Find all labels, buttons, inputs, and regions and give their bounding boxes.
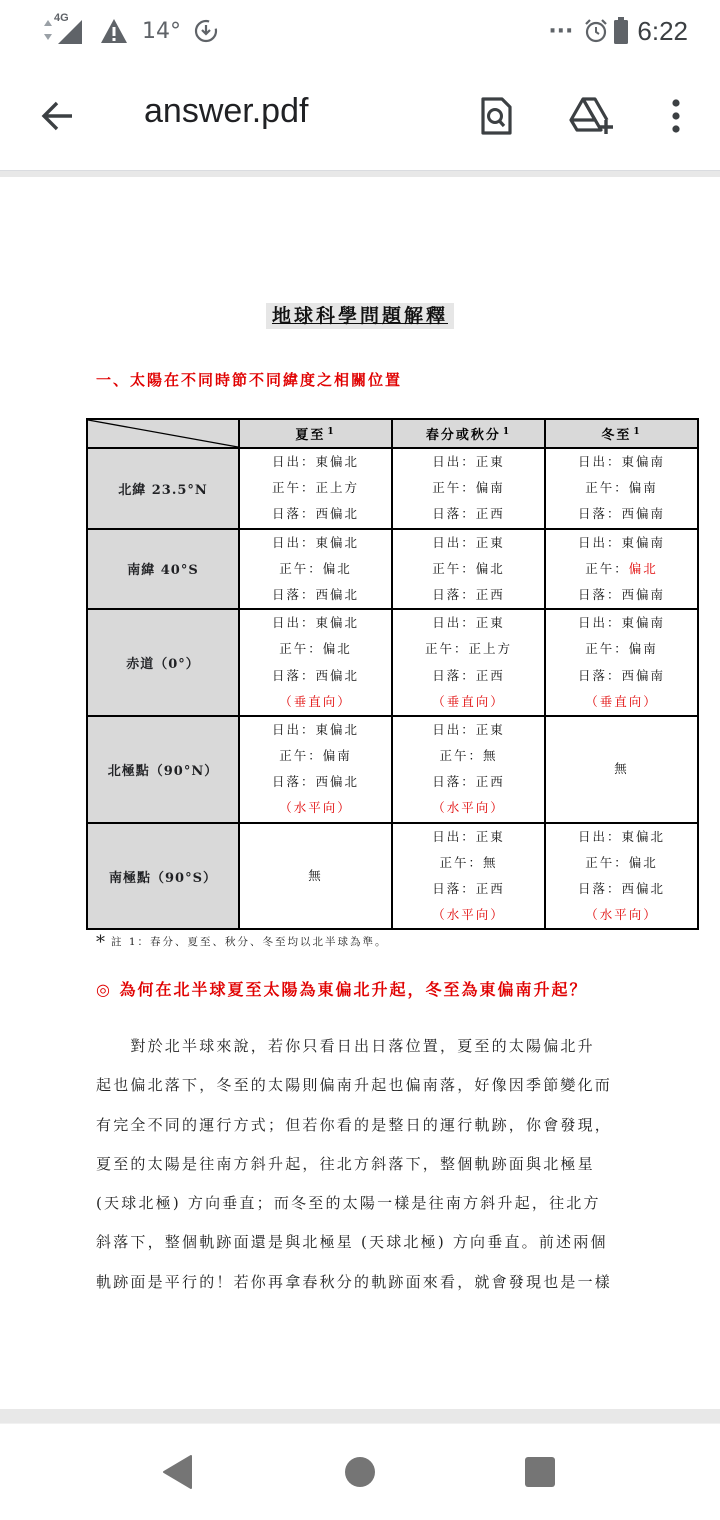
paragraph-line: 起也偏北落下，冬至的太陽則偏南升起也偏南落，好像因季節變化而 bbox=[96, 1076, 613, 1095]
battery-icon bbox=[613, 17, 629, 45]
cell-line: 正午：無 bbox=[439, 854, 498, 870]
highlighted-value: 偏北 bbox=[628, 560, 658, 576]
paragraph-line: 夏至的太陽是往南方斜升起，往北方斜落下，整個軌跡面與北極星 bbox=[96, 1154, 595, 1173]
column-header-label: 冬至 bbox=[601, 428, 632, 443]
cell-line: 正午：偏北 bbox=[432, 560, 505, 576]
warning-icon bbox=[100, 18, 128, 44]
table-row bbox=[87, 823, 698, 930]
cell-line: 日出：正東 bbox=[432, 534, 505, 550]
cell-note: （水平向） bbox=[432, 907, 505, 923]
cell-line-prefix: 正午： bbox=[585, 560, 629, 576]
table-row bbox=[87, 716, 698, 823]
table-cell bbox=[392, 448, 545, 529]
cell-line: 日落：正西 bbox=[432, 586, 505, 602]
column-header-note: 1 bbox=[502, 426, 512, 437]
nav-recents-button[interactable] bbox=[516, 1448, 564, 1496]
sun-position-table bbox=[86, 418, 699, 930]
cell-line: 日出：東偏北 bbox=[271, 454, 359, 469]
cell-line: 日落：西偏北 bbox=[271, 774, 359, 790]
cell-line: 日落：西偏北 bbox=[577, 881, 665, 896]
column-header-label: 春分或秋分 bbox=[425, 428, 501, 443]
nav-back-icon bbox=[161, 1454, 195, 1490]
more-notifications: ··· bbox=[548, 18, 574, 44]
cell-note: （垂直向） bbox=[432, 693, 505, 709]
signal-icon bbox=[40, 12, 86, 46]
more-vert-icon bbox=[670, 98, 682, 134]
cell-line: 正午：偏北 bbox=[279, 560, 352, 576]
add-to-drive-button[interactable] bbox=[564, 88, 620, 144]
cell-line: 日出：正東 bbox=[432, 721, 505, 737]
clock: 6:22 bbox=[637, 15, 688, 46]
paragraph-line: 斜落下，整個軌跡面還是與北極星 (天球北極) 方向垂直。前述兩個 bbox=[96, 1233, 608, 1252]
row-header: 赤道（0°） bbox=[87, 609, 239, 716]
cell-note: （垂直向） bbox=[585, 693, 658, 709]
table-row bbox=[87, 448, 698, 529]
table-header-row bbox=[87, 419, 698, 448]
table-row bbox=[87, 529, 698, 610]
back-button[interactable] bbox=[30, 88, 86, 144]
cell-note: （垂直向） bbox=[279, 693, 352, 709]
paragraph-line: 對於北半球來說，若你只看日出日落位置，夏至的太陽偏北升 bbox=[96, 1037, 595, 1055]
cell-note: （水平向） bbox=[432, 800, 505, 816]
row-header: 南緯 40°S bbox=[87, 529, 239, 610]
find-in-page-icon bbox=[478, 96, 514, 136]
cell-line: 日出：東偏北 bbox=[577, 828, 665, 844]
pdf-page bbox=[0, 177, 720, 1409]
cell-line: 正午：正上方 bbox=[271, 480, 359, 496]
status-bar bbox=[0, 0, 720, 66]
cell-line: 正午：偏北 bbox=[279, 641, 352, 657]
cell-note: （水平向） bbox=[279, 800, 352, 816]
cell-line: 正午：偏北 bbox=[585, 854, 658, 870]
system-nav-bar bbox=[0, 1424, 720, 1520]
table-row bbox=[87, 609, 698, 716]
footnote-star: * bbox=[96, 932, 107, 953]
nav-home-icon bbox=[343, 1455, 377, 1489]
cell-line: 正午：正上方 bbox=[424, 641, 512, 657]
find-in-page-button[interactable] bbox=[468, 88, 524, 144]
more-options-button[interactable] bbox=[648, 88, 704, 144]
table-footnote bbox=[96, 932, 388, 953]
cell-line: 日落：西偏南 bbox=[577, 667, 665, 683]
temperature: 14° bbox=[142, 18, 181, 44]
alarm-icon bbox=[583, 18, 609, 44]
nav-home-button[interactable] bbox=[336, 1448, 384, 1496]
paragraph-line: 軌跡面是平行的！若你再拿春秋分的軌跡面來看，就會發現也是一樣 bbox=[96, 1272, 613, 1291]
app-bar bbox=[0, 66, 720, 171]
cell-line: 日出：東偏北 bbox=[271, 721, 359, 737]
nav-recents-icon bbox=[524, 1456, 556, 1488]
table-cell bbox=[392, 609, 545, 716]
table-cell bbox=[239, 609, 392, 716]
table-cell bbox=[239, 529, 392, 610]
table-cell bbox=[545, 716, 698, 823]
cell-line: 正午：偏南 bbox=[585, 480, 658, 496]
cell-line: 日出：東偏南 bbox=[577, 615, 665, 631]
column-header-note: 1 bbox=[327, 426, 336, 437]
row-header: 北極點（90°N） bbox=[87, 716, 239, 823]
body-paragraph bbox=[96, 1027, 700, 1302]
table-cell bbox=[239, 823, 392, 930]
cell-line: 日出：正東 bbox=[432, 615, 505, 631]
question-heading: ◎ 為何在北半球夏至太陽為東偏北升起，冬至為東偏南升起？ bbox=[96, 980, 588, 999]
cell-line: 日出：東偏南 bbox=[577, 534, 665, 550]
cell-line: 日落：西偏北 bbox=[271, 667, 359, 683]
column-header bbox=[392, 419, 545, 448]
nav-back-button[interactable] bbox=[154, 1448, 202, 1496]
table-cell bbox=[545, 823, 698, 930]
paragraph-line: 有完全不同的運行方式；但若你看的是整日的運行軌跡，你會發現， bbox=[96, 1115, 613, 1134]
cell-line: 正午：偏南 bbox=[585, 641, 658, 657]
cell-line bbox=[546, 556, 697, 582]
cell-line: 日落：西偏北 bbox=[271, 506, 359, 522]
cell-line: 日出：東偏北 bbox=[271, 615, 359, 631]
cell-line: 日出：東偏南 bbox=[577, 454, 665, 469]
cell-line: 日落：西偏南 bbox=[577, 586, 665, 602]
column-header-note: 1 bbox=[633, 426, 642, 437]
table-cell bbox=[545, 609, 698, 716]
cell-line: 日落：正西 bbox=[432, 667, 505, 683]
section-title: 一、太陽在不同時節不同緯度之相關位置 bbox=[96, 371, 403, 389]
corner-cell bbox=[87, 419, 239, 448]
cell-line: 日出：東偏北 bbox=[271, 534, 359, 550]
cell-line: 日落：西偏北 bbox=[271, 586, 359, 602]
table-cell bbox=[392, 716, 545, 823]
row-header: 北緯 23.5°N bbox=[87, 448, 239, 529]
table-cell bbox=[545, 529, 698, 610]
sync-icon bbox=[193, 18, 219, 44]
cell-line: 日落：正西 bbox=[432, 506, 505, 522]
pdf-viewer[interactable] bbox=[0, 171, 720, 1423]
cell-line: 日落：正西 bbox=[432, 774, 505, 790]
column-header-label: 夏至 bbox=[295, 428, 326, 443]
column-header bbox=[239, 419, 392, 448]
cell-line: 日落：西偏南 bbox=[577, 506, 665, 522]
column-header bbox=[545, 419, 698, 448]
footnote-text: 註 1：春分、夏至、秋分、冬至均以北半球為準。 bbox=[111, 936, 388, 948]
cell-line: 正午：偏南 bbox=[432, 480, 505, 496]
paragraph-line: (天球北極) 方向垂直；而冬至的太陽一樣是往南方斜升起，往北方 bbox=[96, 1194, 601, 1213]
document-heading: 地球科學問題解釋 bbox=[266, 303, 454, 329]
cell-text: 無 bbox=[308, 867, 323, 883]
table-cell bbox=[239, 448, 392, 529]
back-arrow-icon bbox=[40, 98, 76, 134]
row-header: 南極點（90°S） bbox=[87, 823, 239, 930]
table-cell bbox=[239, 716, 392, 823]
document-title: answer.pdf bbox=[144, 92, 309, 130]
cell-line: 日出：正東 bbox=[432, 454, 505, 469]
cell-line: 日落：正西 bbox=[432, 881, 505, 896]
cell-line: 正午：無 bbox=[439, 748, 498, 764]
table-cell bbox=[545, 448, 698, 529]
cell-line: 日出：正東 bbox=[432, 828, 505, 844]
document-heading-wrap bbox=[0, 301, 720, 328]
table-cell bbox=[392, 529, 545, 610]
table-cell bbox=[392, 823, 545, 930]
network-type: 4G bbox=[54, 12, 69, 24]
add-to-drive-icon bbox=[569, 96, 615, 136]
cell-line: 正午：偏南 bbox=[279, 748, 352, 764]
cell-note: （水平向） bbox=[585, 907, 658, 923]
cell-text: 無 bbox=[614, 761, 629, 777]
